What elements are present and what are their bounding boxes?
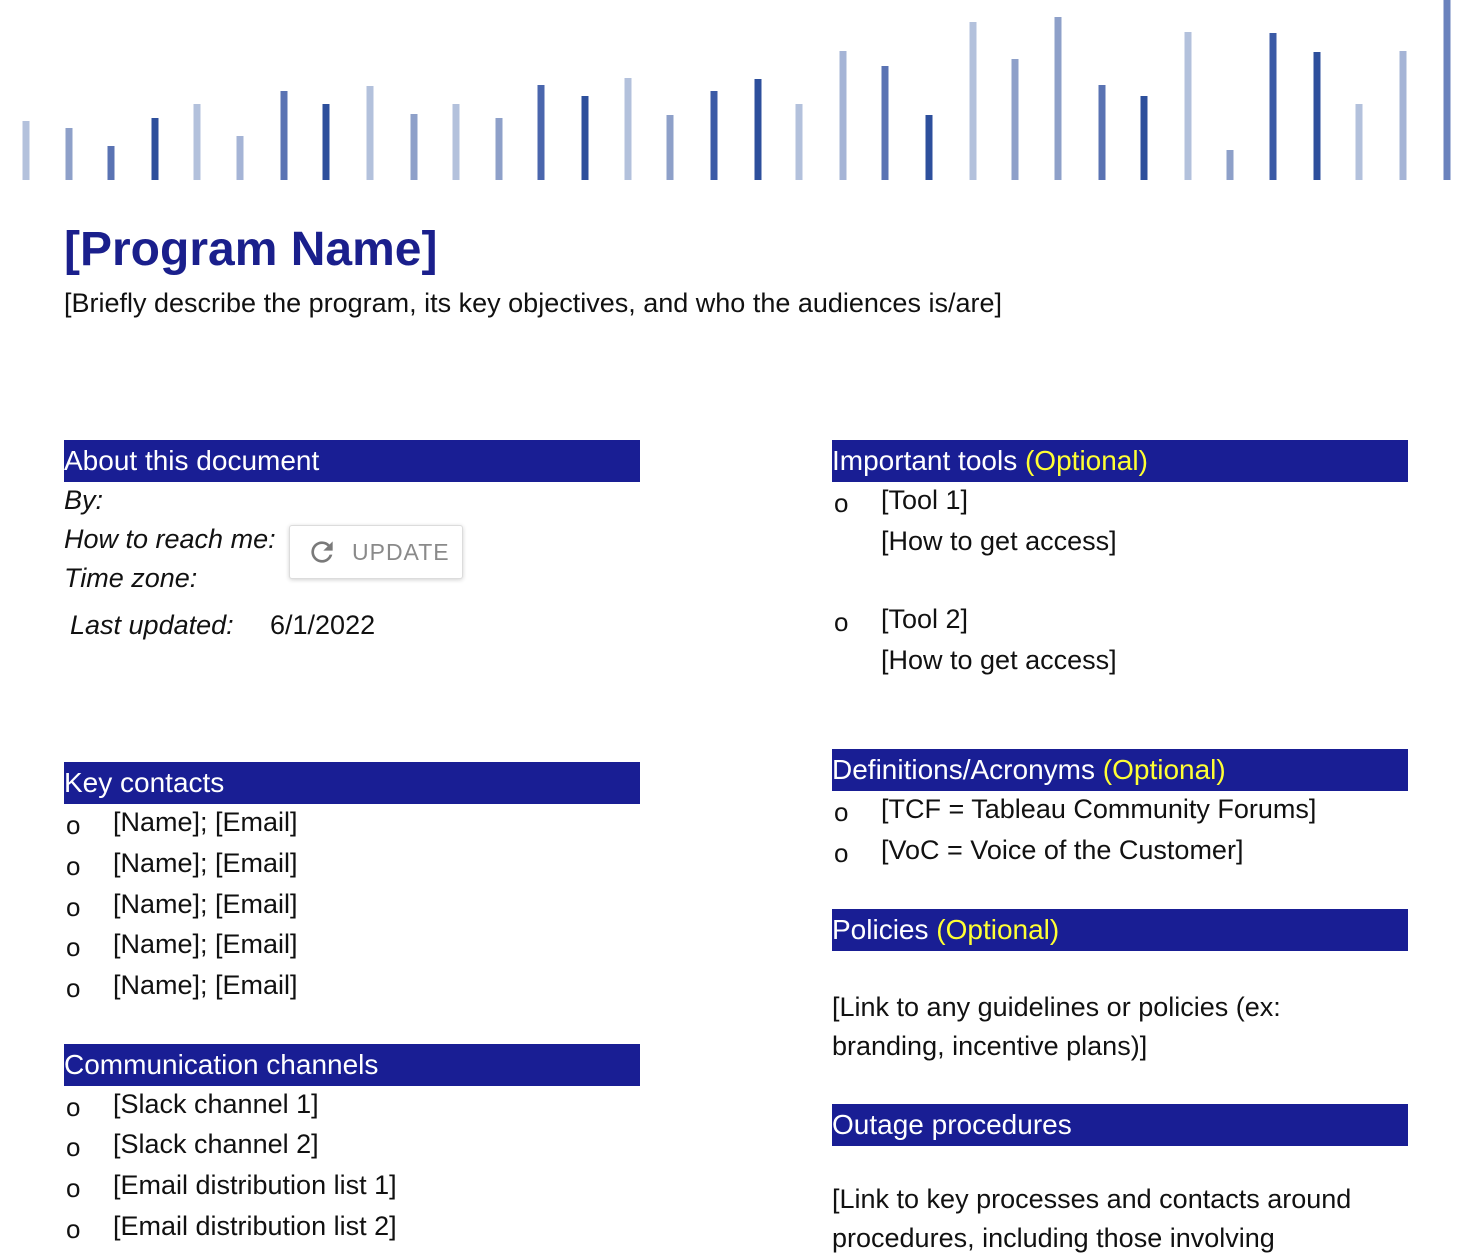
reach-label: How to reach me: <box>64 524 276 554</box>
bullet-icon: o <box>66 892 81 922</box>
bullet-icon: o <box>834 488 849 518</box>
list-item: [Email distribution list 1] <box>113 1170 397 1200</box>
definitions-heading: Definitions/Acronyms <box>832 754 1095 785</box>
list-item: [Slack channel 1] <box>113 1089 319 1119</box>
page-title: [Program Name] <box>64 223 438 276</box>
bullet-icon: o <box>66 973 81 1003</box>
section-header-channels: Communication channels <box>64 1044 640 1086</box>
bullet-icon: o <box>66 1092 81 1122</box>
tool-name: [Tool 1] <box>881 485 969 515</box>
update-button[interactable] <box>289 525 463 579</box>
optional-tag: (Optional) <box>1024 445 1148 476</box>
list-item: [Email distribution list 2] <box>113 1211 397 1241</box>
tool-name: [Tool 2] <box>881 604 969 634</box>
bullet-icon: o <box>834 607 849 637</box>
section-header-tools <box>832 440 1408 482</box>
bullet-icon: o <box>66 1173 81 1203</box>
list-item: [Name]; [Email] <box>113 970 298 1000</box>
bullet-icon: o <box>66 1214 81 1244</box>
last-updated-label: Last updated: <box>70 610 234 640</box>
list-item: [Name]; [Email] <box>113 929 298 959</box>
decorative-bar-pattern <box>0 0 1474 185</box>
list-item: [Name]; [Email] <box>113 848 298 878</box>
bullet-icon: o <box>66 932 81 962</box>
bullet-icon: o <box>66 1132 81 1162</box>
update-button-label: UPDATE <box>352 538 450 565</box>
definition-item: [VoC = Voice of the Customer] <box>881 835 1244 865</box>
outage-text-line-1: [Link to key processes and contacts around <box>832 1184 1352 1214</box>
by-label: By: <box>64 485 104 515</box>
bullet-icon: o <box>66 851 81 881</box>
definition-item: [TCF = Tableau Community Forums] <box>881 794 1317 824</box>
policies-heading: Policies <box>832 914 929 945</box>
timezone-label: Time zone: <box>64 563 198 593</box>
tool-access: [How to get access] <box>881 526 1117 556</box>
section-header-definitions <box>832 749 1408 791</box>
last-updated-value: 6/1/2022 <box>270 610 376 640</box>
tools-heading: Important tools <box>832 445 1018 476</box>
section-header-contacts: Key contacts <box>64 762 640 804</box>
list-item: [Name]; [Email] <box>113 889 298 919</box>
bullet-icon: o <box>66 810 81 840</box>
bullet-icon: o <box>834 838 849 868</box>
policies-text-line-2: branding, incentive plans)] <box>832 1031 1148 1061</box>
outage-text-line-2: procedures, including those involving <box>832 1223 1275 1253</box>
bullet-icon: o <box>834 797 849 827</box>
section-header-outage: Outage procedures <box>832 1104 1408 1146</box>
program-description: [Briefly describe the program, its key objectives, and who the audiences is/are] <box>64 288 1002 318</box>
policies-text-line-1: [Link to any guidelines or policies (ex: <box>832 992 1281 1022</box>
list-item: [Name]; [Email] <box>113 807 298 837</box>
optional-tag: (Optional) <box>936 914 1060 945</box>
section-header-policies <box>832 909 1408 951</box>
tool-access: [How to get access] <box>881 645 1117 675</box>
refresh-icon <box>306 536 338 568</box>
section-header-about: About this document <box>64 440 640 482</box>
optional-tag: (Optional) <box>1102 754 1226 785</box>
list-item: [Slack channel 2] <box>113 1129 319 1159</box>
